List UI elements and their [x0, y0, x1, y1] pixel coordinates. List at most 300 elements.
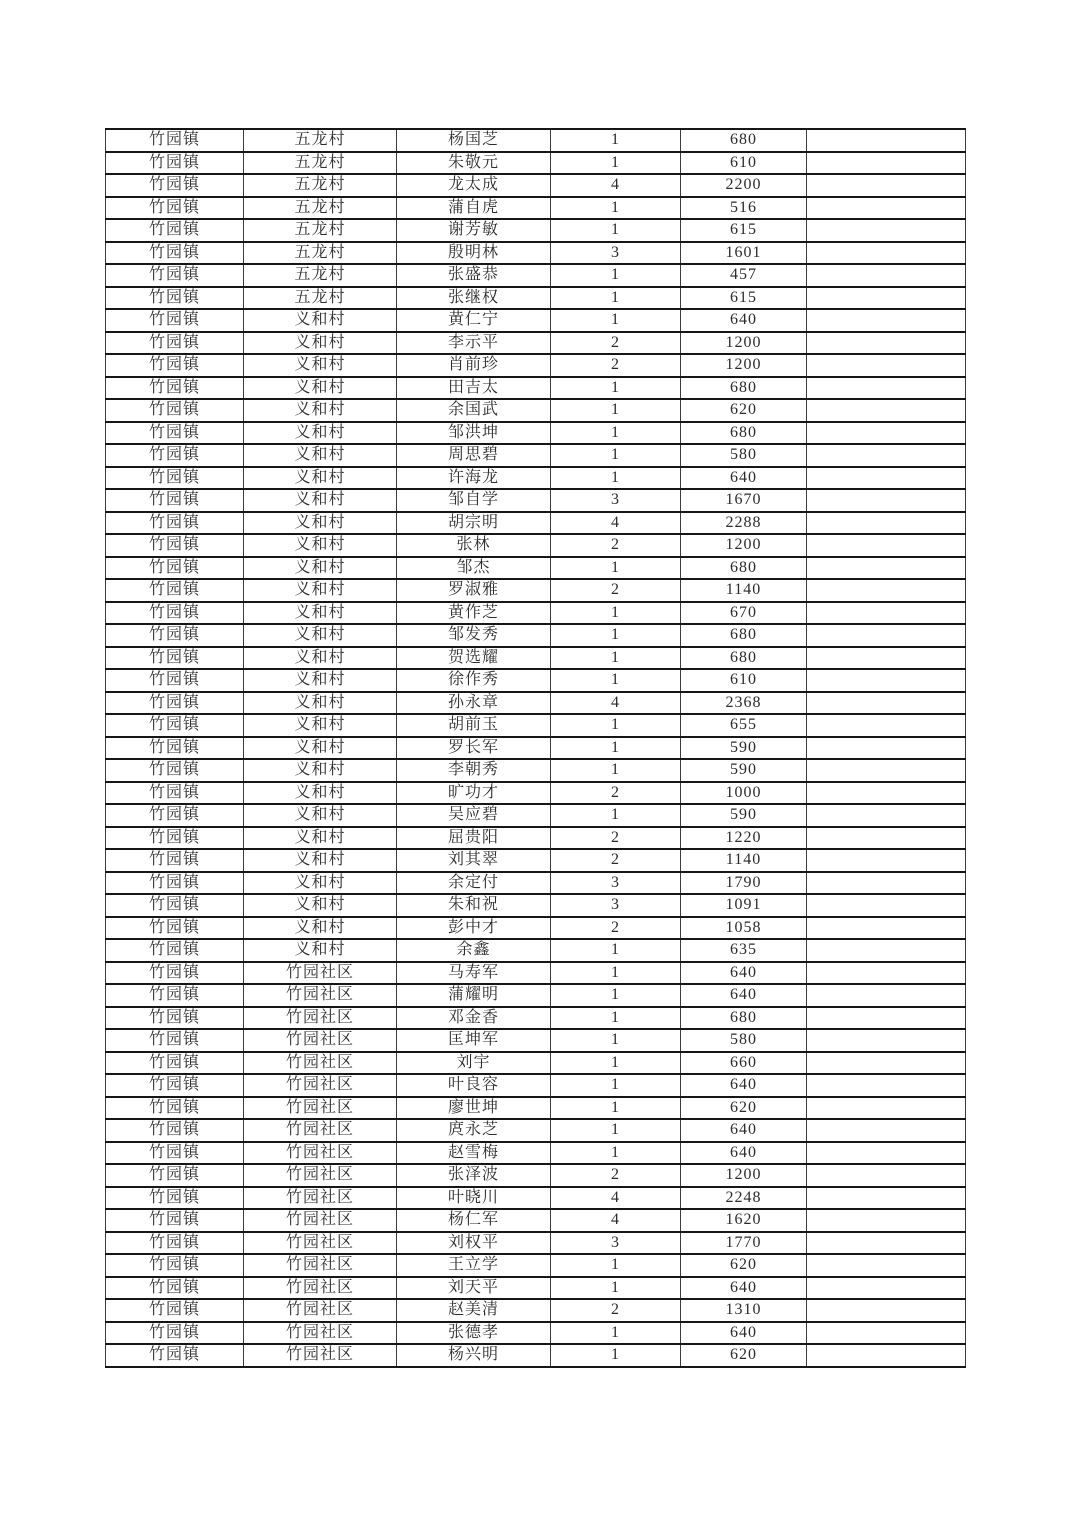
table-cell: 4 — [551, 692, 681, 715]
table-cell: 1 — [551, 219, 681, 242]
table-cell: 1 — [551, 287, 681, 310]
table-cell: 竹园社区 — [244, 1299, 397, 1322]
table-cell: 竹园镇 — [106, 174, 244, 197]
table-cell: 2 — [551, 849, 681, 872]
table-cell: 竹园镇 — [106, 647, 244, 670]
table-row — [106, 1232, 966, 1255]
table-cell: 2200 — [681, 174, 807, 197]
table-cell: 655 — [681, 714, 807, 737]
table-cell — [807, 692, 966, 715]
table-row — [106, 782, 966, 805]
table-cell: 五龙村 — [244, 264, 397, 287]
table-cell — [807, 309, 966, 332]
table-cell: 516 — [681, 197, 807, 220]
table-cell: 640 — [681, 962, 807, 985]
table-cell — [807, 1119, 966, 1142]
table-cell: 竹园镇 — [106, 422, 244, 445]
table-cell: 五龙村 — [244, 152, 397, 175]
table-cell: 1 — [551, 1142, 681, 1165]
table-cell: 竹园社区 — [244, 1119, 397, 1142]
table-cell: 1 — [551, 467, 681, 490]
table-cell: 1 — [551, 1074, 681, 1097]
table-row — [106, 1052, 966, 1075]
table-row — [106, 827, 966, 850]
table-cell: 竹园镇 — [106, 399, 244, 422]
table-cell: 庹永芝 — [397, 1119, 551, 1142]
table-row — [106, 197, 966, 220]
table-cell: 义和村 — [244, 669, 397, 692]
table-row — [106, 422, 966, 445]
table-cell: 1790 — [681, 872, 807, 895]
table-cell: 2 — [551, 1164, 681, 1187]
table-cell: 1220 — [681, 827, 807, 850]
table-cell: 590 — [681, 759, 807, 782]
table-cell: 竹园社区 — [244, 1074, 397, 1097]
table-cell: 张继权 — [397, 287, 551, 310]
table-row — [106, 1322, 966, 1345]
table-cell: 615 — [681, 287, 807, 310]
table-cell: 殷明林 — [397, 242, 551, 265]
table-cell: 1 — [551, 197, 681, 220]
table-cell: 朱敬元 — [397, 152, 551, 175]
table-row — [106, 242, 966, 265]
table-row — [106, 354, 966, 377]
table-cell: 3 — [551, 872, 681, 895]
table-row — [106, 647, 966, 670]
table-cell: 1 — [551, 129, 681, 152]
table-cell: 杨兴明 — [397, 1344, 551, 1367]
table-cell: 1 — [551, 759, 681, 782]
table-row — [106, 1187, 966, 1210]
table-cell: 竹园社区 — [244, 1209, 397, 1232]
table-cell: 义和村 — [244, 309, 397, 332]
table-cell: 竹园社区 — [244, 1052, 397, 1075]
table-cell — [807, 939, 966, 962]
table-cell — [807, 827, 966, 850]
table-row — [106, 804, 966, 827]
table-cell: 余鑫 — [397, 939, 551, 962]
table-cell: 刘权平 — [397, 1232, 551, 1255]
table-cell: 竹园镇 — [106, 197, 244, 220]
table-cell: 孙永章 — [397, 692, 551, 715]
table-cell: 竹园镇 — [106, 782, 244, 805]
table-cell: 杨国芝 — [397, 129, 551, 152]
table-cell: 1 — [551, 1097, 681, 1120]
table-cell: 2368 — [681, 692, 807, 715]
table-cell: 张德孝 — [397, 1322, 551, 1345]
table-cell: 竹园镇 — [106, 1299, 244, 1322]
table-cell — [807, 1007, 966, 1030]
table-cell: 640 — [681, 1322, 807, 1345]
table-cell: 竹园镇 — [106, 737, 244, 760]
table-row — [106, 602, 966, 625]
table-row — [106, 669, 966, 692]
table-row — [106, 894, 966, 917]
table-cell: 457 — [681, 264, 807, 287]
table-cell — [807, 804, 966, 827]
table-cell: 竹园镇 — [106, 917, 244, 940]
table-cell: 朱和祝 — [397, 894, 551, 917]
table-cell: 2 — [551, 782, 681, 805]
table-row — [106, 759, 966, 782]
table-cell — [807, 872, 966, 895]
table-cell: 590 — [681, 737, 807, 760]
table-cell — [807, 1142, 966, 1165]
table-cell: 580 — [681, 1029, 807, 1052]
table-cell: 义和村 — [244, 557, 397, 580]
table-cell: 竹园镇 — [106, 152, 244, 175]
table-cell: 680 — [681, 129, 807, 152]
table-cell: 3 — [551, 242, 681, 265]
table-cell: 640 — [681, 1074, 807, 1097]
table-cell: 叶良容 — [397, 1074, 551, 1097]
table-cell: 竹园镇 — [106, 219, 244, 242]
table-cell: 竹园镇 — [106, 1187, 244, 1210]
table-cell: 1 — [551, 377, 681, 400]
table-cell: 3 — [551, 894, 681, 917]
table-cell: 竹园社区 — [244, 984, 397, 1007]
table-row — [106, 467, 966, 490]
table-cell: 620 — [681, 399, 807, 422]
table-cell: 4 — [551, 1209, 681, 1232]
table-cell: 义和村 — [244, 332, 397, 355]
table-cell: 590 — [681, 804, 807, 827]
table-cell: 竹园镇 — [106, 1277, 244, 1300]
table-cell: 竹园镇 — [106, 264, 244, 287]
table-cell: 竹园社区 — [244, 1232, 397, 1255]
table-cell: 竹园镇 — [106, 1142, 244, 1165]
table-cell: 竹园社区 — [244, 1344, 397, 1367]
table-cell: 义和村 — [244, 489, 397, 512]
table-cell: 2 — [551, 1299, 681, 1322]
table-cell — [807, 1074, 966, 1097]
table-cell: 五龙村 — [244, 219, 397, 242]
table-cell: 1 — [551, 1254, 681, 1277]
table-cell: 吴应碧 — [397, 804, 551, 827]
table-cell: 1058 — [681, 917, 807, 940]
table-cell — [807, 1344, 966, 1367]
table-cell: 660 — [681, 1052, 807, 1075]
table-cell: 2 — [551, 534, 681, 557]
table-cell: 义和村 — [244, 872, 397, 895]
table-cell — [807, 849, 966, 872]
table-cell: 竹园镇 — [106, 759, 244, 782]
table-cell: 1 — [551, 939, 681, 962]
table-cell — [807, 1277, 966, 1300]
table-row — [106, 264, 966, 287]
table-cell: 2 — [551, 579, 681, 602]
table-cell: 竹园社区 — [244, 1029, 397, 1052]
table-cell: 竹园镇 — [106, 894, 244, 917]
table-cell: 1 — [551, 962, 681, 985]
table-cell: 义和村 — [244, 849, 397, 872]
table-cell: 620 — [681, 1097, 807, 1120]
table-cell: 邓金香 — [397, 1007, 551, 1030]
table-cell: 竹园镇 — [106, 1097, 244, 1120]
table-cell: 1 — [551, 714, 681, 737]
table-cell: 竹园镇 — [106, 444, 244, 467]
table-cell — [807, 894, 966, 917]
table-cell: 竹园镇 — [106, 1344, 244, 1367]
table-cell: 竹园镇 — [106, 354, 244, 377]
table-cell: 胡前玉 — [397, 714, 551, 737]
table-cell: 1200 — [681, 332, 807, 355]
table-row — [106, 714, 966, 737]
table-cell: 竹园社区 — [244, 1164, 397, 1187]
table-cell: 竹园镇 — [106, 849, 244, 872]
table-row — [106, 692, 966, 715]
table-cell: 竹园镇 — [106, 804, 244, 827]
table-cell: 义和村 — [244, 917, 397, 940]
table-cell: 635 — [681, 939, 807, 962]
table-row — [106, 534, 966, 557]
table-cell: 竹园镇 — [106, 827, 244, 850]
table-cell: 邹发秀 — [397, 624, 551, 647]
table-row — [106, 557, 966, 580]
table-cell: 竹园镇 — [106, 962, 244, 985]
table-cell: 1620 — [681, 1209, 807, 1232]
table-row — [106, 1344, 966, 1367]
table-cell — [807, 557, 966, 580]
table-cell: 义和村 — [244, 624, 397, 647]
table-cell: 义和村 — [244, 354, 397, 377]
table-cell: 义和村 — [244, 399, 397, 422]
table-cell: 4 — [551, 512, 681, 535]
table-cell — [807, 174, 966, 197]
subsidy-table — [105, 128, 966, 1368]
table-cell: 五龙村 — [244, 287, 397, 310]
table-cell: 义和村 — [244, 377, 397, 400]
table-cell — [807, 399, 966, 422]
table-row — [106, 309, 966, 332]
table-cell: 竹园镇 — [106, 1232, 244, 1255]
table-cell: 张泽波 — [397, 1164, 551, 1187]
table-cell: 彭中才 — [397, 917, 551, 940]
table-cell — [807, 332, 966, 355]
table-cell: 义和村 — [244, 534, 397, 557]
table-row — [106, 444, 966, 467]
table-cell: 竹园社区 — [244, 1187, 397, 1210]
table-cell: 4 — [551, 1187, 681, 1210]
table-row — [106, 512, 966, 535]
table-cell: 蒲耀明 — [397, 984, 551, 1007]
table-row — [106, 1097, 966, 1120]
table-cell: 义和村 — [244, 602, 397, 625]
table-cell: 龙太成 — [397, 174, 551, 197]
table-cell: 义和村 — [244, 692, 397, 715]
table-row — [106, 872, 966, 895]
table-cell: 竹园镇 — [106, 512, 244, 535]
table-cell: 640 — [681, 1142, 807, 1165]
table-cell: 罗长军 — [397, 737, 551, 760]
table-row — [106, 1119, 966, 1142]
table-cell: 赵美清 — [397, 1299, 551, 1322]
table-cell: 1 — [551, 1007, 681, 1030]
table-cell — [807, 1029, 966, 1052]
table-row — [106, 1164, 966, 1187]
table-row — [106, 579, 966, 602]
table-cell: 610 — [681, 152, 807, 175]
table-cell: 蒲自虎 — [397, 197, 551, 220]
table-cell: 竹园社区 — [244, 1277, 397, 1300]
table-cell: 余国武 — [397, 399, 551, 422]
table-cell — [807, 152, 966, 175]
table-cell — [807, 1254, 966, 1277]
table-cell: 义和村 — [244, 579, 397, 602]
table-cell: 1 — [551, 984, 681, 1007]
table-cell: 余定付 — [397, 872, 551, 895]
table-cell: 1 — [551, 444, 681, 467]
table-row — [106, 332, 966, 355]
table-cell: 竹园镇 — [106, 1209, 244, 1232]
table-cell: 竹园镇 — [106, 602, 244, 625]
table-cell: 竹园社区 — [244, 962, 397, 985]
table-cell — [807, 624, 966, 647]
table-cell: 竹园镇 — [106, 1254, 244, 1277]
table-cell — [807, 917, 966, 940]
table-cell: 邹洪坤 — [397, 422, 551, 445]
table-cell: 竹园镇 — [106, 557, 244, 580]
table-cell: 640 — [681, 1119, 807, 1142]
table-cell — [807, 1097, 966, 1120]
table-row — [106, 939, 966, 962]
table-cell: 竹园社区 — [244, 1142, 397, 1165]
table-cell: 竹园镇 — [106, 534, 244, 557]
table-cell: 义和村 — [244, 444, 397, 467]
table-cell: 竹园镇 — [106, 1322, 244, 1345]
table-cell: 1000 — [681, 782, 807, 805]
table-cell: 2 — [551, 332, 681, 355]
table-row — [106, 849, 966, 872]
table-cell: 1670 — [681, 489, 807, 512]
table-cell: 谢芳敏 — [397, 219, 551, 242]
table-row — [106, 174, 966, 197]
table-cell: 肖前珍 — [397, 354, 551, 377]
table-cell: 邹杰 — [397, 557, 551, 580]
table-cell: 竹园镇 — [106, 714, 244, 737]
table-cell: 周思碧 — [397, 444, 551, 467]
table-cell: 1 — [551, 624, 681, 647]
table-cell: 竹园镇 — [106, 1029, 244, 1052]
table-cell — [807, 602, 966, 625]
table-cell: 1200 — [681, 354, 807, 377]
table-cell: 1 — [551, 309, 681, 332]
table-cell: 田吉太 — [397, 377, 551, 400]
table-cell — [807, 129, 966, 152]
table-row — [106, 129, 966, 152]
table-cell — [807, 759, 966, 782]
table-cell: 黄仁宁 — [397, 309, 551, 332]
table-cell: 580 — [681, 444, 807, 467]
table-cell: 杨仁军 — [397, 1209, 551, 1232]
table-cell: 徐作秀 — [397, 669, 551, 692]
table-cell — [807, 219, 966, 242]
table-row — [106, 984, 966, 1007]
table-cell — [807, 669, 966, 692]
table-cell: 竹园社区 — [244, 1007, 397, 1030]
table-cell: 五龙村 — [244, 129, 397, 152]
table-cell: 1770 — [681, 1232, 807, 1255]
table-row — [106, 737, 966, 760]
table-cell: 义和村 — [244, 422, 397, 445]
table-cell — [807, 1209, 966, 1232]
table-row — [106, 377, 966, 400]
table-cell — [807, 489, 966, 512]
table-cell: 竹园镇 — [106, 489, 244, 512]
table-cell: 615 — [681, 219, 807, 242]
table-cell: 3 — [551, 1232, 681, 1255]
table-cell — [807, 1052, 966, 1075]
table-cell: 1 — [551, 1344, 681, 1367]
table-cell: 竹园镇 — [106, 984, 244, 1007]
table-cell: 1 — [551, 804, 681, 827]
table-row — [106, 1209, 966, 1232]
table-row — [106, 489, 966, 512]
table-cell: 竹园镇 — [106, 1074, 244, 1097]
table-cell: 1140 — [681, 579, 807, 602]
table-cell: 张盛恭 — [397, 264, 551, 287]
table-cell: 1140 — [681, 849, 807, 872]
table-cell: 义和村 — [244, 737, 397, 760]
table-cell: 义和村 — [244, 894, 397, 917]
table-cell — [807, 197, 966, 220]
table-cell: 义和村 — [244, 939, 397, 962]
table-cell: 义和村 — [244, 782, 397, 805]
table-row — [106, 1277, 966, 1300]
table-cell: 680 — [681, 377, 807, 400]
table-row — [106, 1007, 966, 1030]
table-cell: 620 — [681, 1344, 807, 1367]
table-cell: 1091 — [681, 894, 807, 917]
table-cell — [807, 287, 966, 310]
table-cell: 竹园镇 — [106, 1052, 244, 1075]
table-cell: 1310 — [681, 1299, 807, 1322]
table-cell: 马寿军 — [397, 962, 551, 985]
table-cell: 680 — [681, 624, 807, 647]
table-row — [106, 624, 966, 647]
table-cell: 670 — [681, 602, 807, 625]
table-row — [106, 962, 966, 985]
table-cell: 640 — [681, 984, 807, 1007]
table-cell — [807, 782, 966, 805]
table-cell: 义和村 — [244, 714, 397, 737]
table-cell: 五龙村 — [244, 174, 397, 197]
table-row — [106, 287, 966, 310]
table-cell: 竹园镇 — [106, 579, 244, 602]
table-cell: 匡坤军 — [397, 1029, 551, 1052]
table-cell: 1200 — [681, 1164, 807, 1187]
table-cell: 王立学 — [397, 1254, 551, 1277]
table-cell — [807, 984, 966, 1007]
table-cell: 竹园镇 — [106, 939, 244, 962]
table-cell: 2288 — [681, 512, 807, 535]
table-cell — [807, 1322, 966, 1345]
table-cell: 许海龙 — [397, 467, 551, 490]
table-cell: 640 — [681, 1277, 807, 1300]
table-cell — [807, 467, 966, 490]
table-cell: 邹自学 — [397, 489, 551, 512]
table-cell: 1 — [551, 399, 681, 422]
table-cell: 680 — [681, 1007, 807, 1030]
table-cell: 1 — [551, 1322, 681, 1345]
table-cell: 1 — [551, 737, 681, 760]
table-cell: 义和村 — [244, 804, 397, 827]
table-cell — [807, 377, 966, 400]
table-cell: 竹园镇 — [106, 1164, 244, 1187]
table-cell — [807, 354, 966, 377]
table-row — [106, 1029, 966, 1052]
table-cell: 竹园社区 — [244, 1097, 397, 1120]
